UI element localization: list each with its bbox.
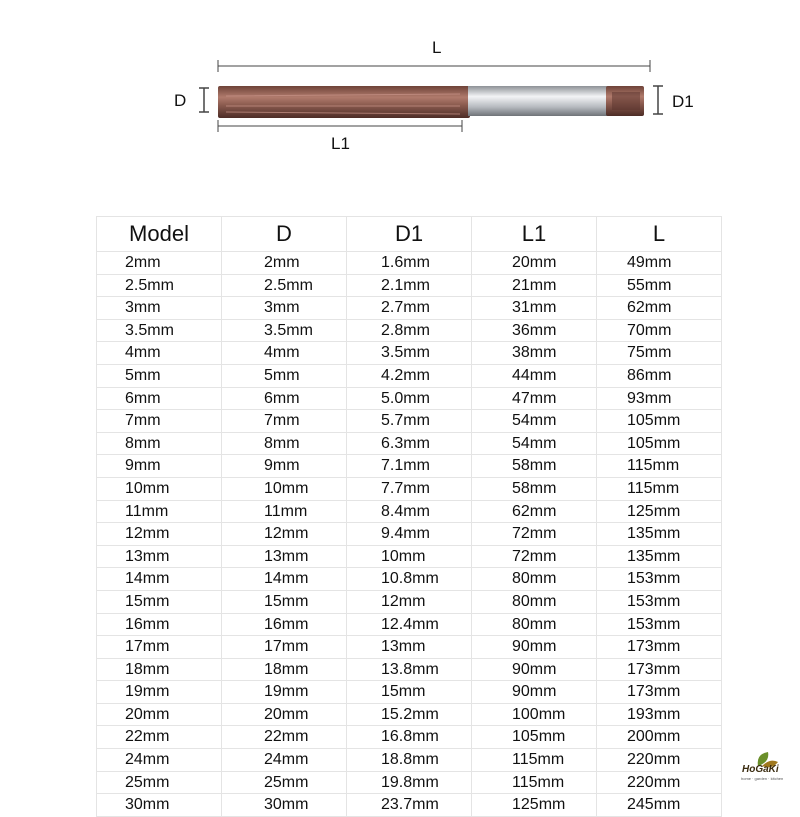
table-row — [97, 523, 722, 546]
cell-l: 115mm — [597, 455, 722, 478]
cell-l: 125mm — [597, 500, 722, 523]
cell-model: 9mm — [97, 455, 222, 478]
cell-d1: 8.4mm — [347, 500, 472, 523]
table-header-row — [97, 217, 722, 252]
cell-d: 12mm — [222, 523, 347, 546]
cell-model: 13mm — [97, 545, 222, 568]
cell-l: 193mm — [597, 703, 722, 726]
cell-d1: 13mm — [347, 636, 472, 659]
cell-d: 30mm — [222, 794, 347, 817]
cell-d: 20mm — [222, 703, 347, 726]
cell-d: 13mm — [222, 545, 347, 568]
cell-l1: 105mm — [472, 726, 597, 749]
cell-l1: 100mm — [472, 703, 597, 726]
cell-l: 173mm — [597, 681, 722, 704]
cell-l1: 54mm — [472, 432, 597, 455]
table-row — [97, 590, 722, 613]
table-row — [97, 726, 722, 749]
cell-d1: 12mm — [347, 590, 472, 613]
table-row — [97, 387, 722, 410]
cell-l1: 20mm — [472, 252, 597, 275]
reamer-tool — [218, 86, 644, 118]
cell-l1: 47mm — [472, 387, 597, 410]
header-d: D — [222, 217, 347, 252]
cell-model: 16mm — [97, 613, 222, 636]
cell-d: 5mm — [222, 364, 347, 387]
cell-d1: 2.8mm — [347, 319, 472, 342]
dimension-L1-line — [218, 120, 462, 132]
cell-l1: 90mm — [472, 636, 597, 659]
table-row — [97, 297, 722, 320]
cell-l1: 115mm — [472, 749, 597, 772]
cell-l1: 62mm — [472, 500, 597, 523]
cell-l1: 90mm — [472, 681, 597, 704]
cell-d1: 10mm — [347, 545, 472, 568]
table-row — [97, 749, 722, 772]
cell-l: 173mm — [597, 636, 722, 659]
table-row — [97, 432, 722, 455]
cell-d: 2mm — [222, 252, 347, 275]
cell-l1: 80mm — [472, 613, 597, 636]
cell-l1: 90mm — [472, 658, 597, 681]
cell-model: 19mm — [97, 681, 222, 704]
cell-d1: 16.8mm — [347, 726, 472, 749]
cell-d1: 5.0mm — [347, 387, 472, 410]
table-row — [97, 500, 722, 523]
cell-d1: 9.4mm — [347, 523, 472, 546]
cell-d: 18mm — [222, 658, 347, 681]
table-row — [97, 545, 722, 568]
cell-l: 200mm — [597, 726, 722, 749]
table-row — [97, 771, 722, 794]
cell-l1: 31mm — [472, 297, 597, 320]
cell-d: 7mm — [222, 410, 347, 433]
dimension-D-label: D — [174, 91, 187, 110]
cell-d1: 1.6mm — [347, 252, 472, 275]
cell-model: 3mm — [97, 297, 222, 320]
cell-d1: 12.4mm — [347, 613, 472, 636]
cell-d1: 15.2mm — [347, 703, 472, 726]
cell-l: 49mm — [597, 252, 722, 275]
cell-l1: 72mm — [472, 545, 597, 568]
cell-model: 15mm — [97, 590, 222, 613]
header-l1: L1 — [472, 217, 597, 252]
cell-l: 220mm — [597, 771, 722, 794]
table-row — [97, 681, 722, 704]
cell-d: 3.5mm — [222, 319, 347, 342]
cell-model: 25mm — [97, 771, 222, 794]
dimension-D1-line — [653, 86, 663, 114]
cell-d: 6mm — [222, 387, 347, 410]
cell-l: 153mm — [597, 590, 722, 613]
cell-d1: 15mm — [347, 681, 472, 704]
cell-model: 2.5mm — [97, 274, 222, 297]
brand-name: HoGaKi — [742, 764, 779, 775]
header-l: L — [597, 217, 722, 252]
cell-model: 10mm — [97, 477, 222, 500]
cell-model: 3.5mm — [97, 319, 222, 342]
cell-d: 8mm — [222, 432, 347, 455]
spec-table — [96, 216, 722, 817]
table-row — [97, 658, 722, 681]
cell-l1: 38mm — [472, 342, 597, 365]
header-model: Model — [97, 217, 222, 252]
cell-d: 14mm — [222, 568, 347, 591]
cell-model: 17mm — [97, 636, 222, 659]
cell-l: 86mm — [597, 364, 722, 387]
cell-d: 2.5mm — [222, 274, 347, 297]
cell-l: 93mm — [597, 387, 722, 410]
cell-model: 22mm — [97, 726, 222, 749]
cell-l1: 44mm — [472, 364, 597, 387]
cell-model: 11mm — [97, 500, 222, 523]
cell-d1: 19.8mm — [347, 771, 472, 794]
header-d1: D1 — [347, 217, 472, 252]
cell-d: 4mm — [222, 342, 347, 365]
cell-l: 153mm — [597, 613, 722, 636]
cell-d: 3mm — [222, 297, 347, 320]
cell-l1: 54mm — [472, 410, 597, 433]
cell-l1: 21mm — [472, 274, 597, 297]
dimension-L-label: L — [432, 38, 442, 57]
table-row — [97, 274, 722, 297]
cell-d1: 18.8mm — [347, 749, 472, 772]
table-row — [97, 613, 722, 636]
cell-d: 22mm — [222, 726, 347, 749]
cell-l: 220mm — [597, 749, 722, 772]
cell-model: 2mm — [97, 252, 222, 275]
cell-l: 173mm — [597, 658, 722, 681]
cell-model: 14mm — [97, 568, 222, 591]
dimension-L-line — [218, 60, 650, 72]
cell-d: 16mm — [222, 613, 347, 636]
cell-d1: 10.8mm — [347, 568, 472, 591]
cell-d1: 7.7mm — [347, 477, 472, 500]
cell-l1: 125mm — [472, 794, 597, 817]
cell-l1: 58mm — [472, 477, 597, 500]
table-row — [97, 455, 722, 478]
cell-d1: 4.2mm — [347, 364, 472, 387]
cell-l1: 115mm — [472, 771, 597, 794]
cell-d1: 2.1mm — [347, 274, 472, 297]
cell-d: 11mm — [222, 500, 347, 523]
reamer-diagram — [0, 0, 800, 200]
dimension-D1-label: D1 — [672, 92, 694, 111]
table-row — [97, 252, 722, 275]
table-row — [97, 364, 722, 387]
cell-l: 153mm — [597, 568, 722, 591]
cell-d: 10mm — [222, 477, 347, 500]
cell-l1: 58mm — [472, 455, 597, 478]
table-row — [97, 636, 722, 659]
cell-d1: 3.5mm — [347, 342, 472, 365]
table-row — [97, 794, 722, 817]
cell-l: 75mm — [597, 342, 722, 365]
cell-model: 4mm — [97, 342, 222, 365]
cell-l1: 72mm — [472, 523, 597, 546]
cell-model: 7mm — [97, 410, 222, 433]
cell-d1: 7.1mm — [347, 455, 472, 478]
cell-l1: 36mm — [472, 319, 597, 342]
table-row — [97, 703, 722, 726]
cell-d: 15mm — [222, 590, 347, 613]
cell-d: 17mm — [222, 636, 347, 659]
table-row — [97, 319, 722, 342]
cell-model: 20mm — [97, 703, 222, 726]
cell-model: 12mm — [97, 523, 222, 546]
cell-l: 245mm — [597, 794, 722, 817]
table-body — [97, 252, 722, 817]
cell-l: 135mm — [597, 545, 722, 568]
cell-l: 105mm — [597, 410, 722, 433]
cell-l: 55mm — [597, 274, 722, 297]
table-row — [97, 342, 722, 365]
cell-model: 18mm — [97, 658, 222, 681]
cell-l: 62mm — [597, 297, 722, 320]
cell-d1: 13.8mm — [347, 658, 472, 681]
dimension-L1-label: L1 — [331, 134, 350, 153]
cell-model: 8mm — [97, 432, 222, 455]
cell-d1: 2.7mm — [347, 297, 472, 320]
cell-l: 105mm — [597, 432, 722, 455]
cell-d: 25mm — [222, 771, 347, 794]
cell-d1: 23.7mm — [347, 794, 472, 817]
cell-model: 6mm — [97, 387, 222, 410]
cell-l: 115mm — [597, 477, 722, 500]
table-row — [97, 410, 722, 433]
cell-d1: 5.7mm — [347, 410, 472, 433]
dimension-D-line — [199, 88, 209, 112]
cell-l: 135mm — [597, 523, 722, 546]
cell-d: 19mm — [222, 681, 347, 704]
cell-model: 5mm — [97, 364, 222, 387]
cell-model: 30mm — [97, 794, 222, 817]
table-row — [97, 477, 722, 500]
cell-model: 24mm — [97, 749, 222, 772]
cell-d1: 6.3mm — [347, 432, 472, 455]
brand-tagline: home · garden · kitchen — [741, 776, 784, 781]
cell-l1: 80mm — [472, 590, 597, 613]
cell-d: 24mm — [222, 749, 347, 772]
table-row — [97, 568, 722, 591]
cell-l1: 80mm — [472, 568, 597, 591]
cell-l: 70mm — [597, 319, 722, 342]
cell-d: 9mm — [222, 455, 347, 478]
